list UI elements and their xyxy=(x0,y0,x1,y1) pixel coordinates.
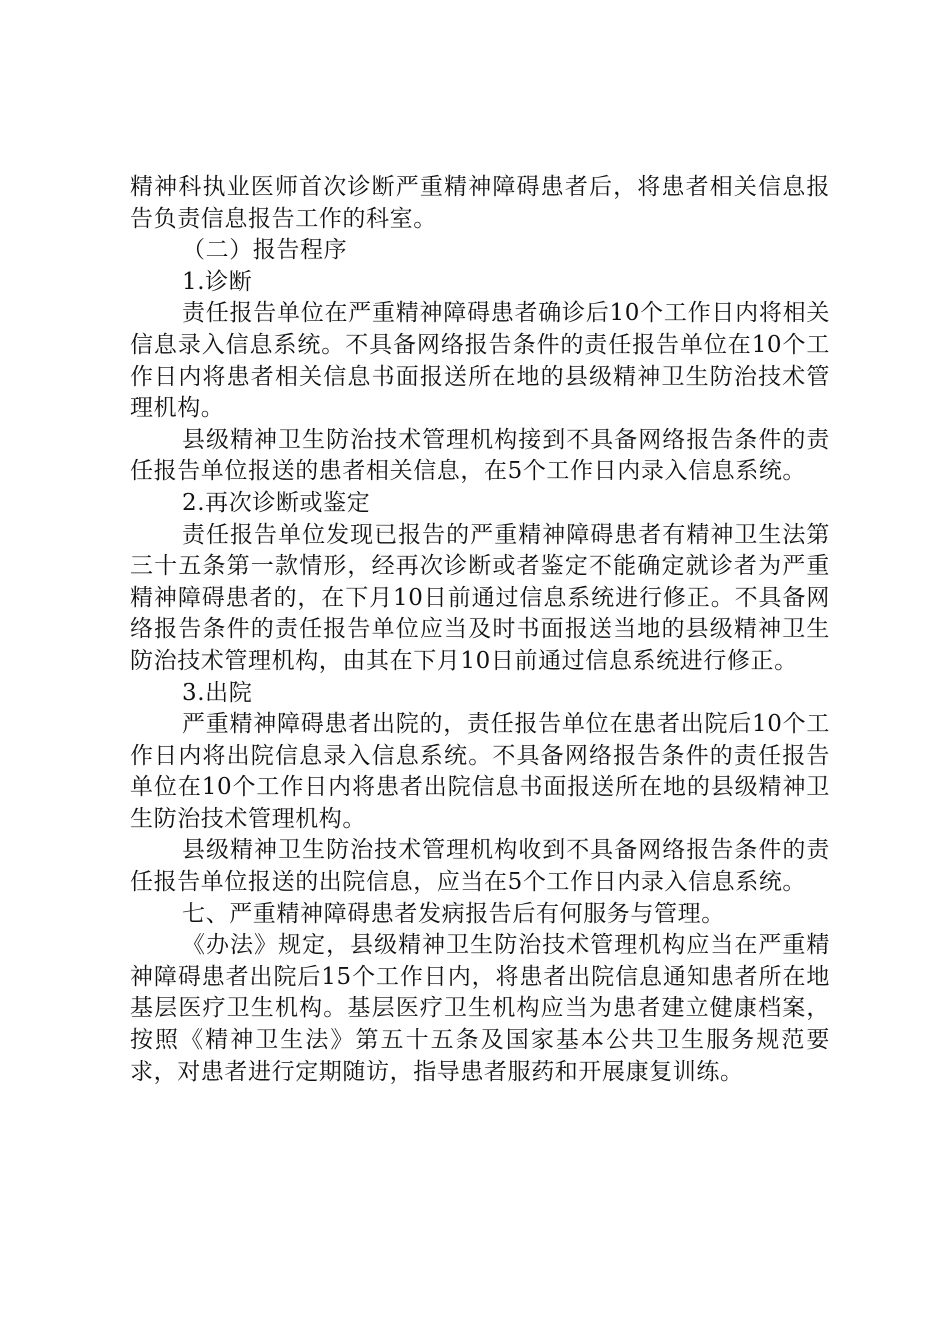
section-heading-reporting-procedure: （二）报告程序 xyxy=(182,237,348,264)
subheading-rediagnosis: 2.再次诊断或鉴定 xyxy=(182,489,371,516)
section-heading-services: 七、严重精神障碍患者发病报告后有何服务与管理。 xyxy=(182,900,725,927)
paragraph-diagnosis-2: 县级精神卫生防治技术管理机构接到不具备网络报告条件的责任报告单位报送的患者相关信息，在5个工作日内录入信息系统。 xyxy=(130,426,830,485)
paragraph-discharge-2: 县级精神卫生防治技术管理机构收到不具备网络报告条件的责任报告单位报送的出院信息，应当在5个工作日内录入信息系统。 xyxy=(130,837,830,896)
subheading-discharge: 3.出院 xyxy=(182,679,253,706)
paragraph-continuation: 精神科执业医师首次诊断严重精神障碍患者后，将患者相关信息报告负责信息报告工作的科室。 xyxy=(130,174,830,232)
paragraph-diagnosis-1: 责任报告单位在严重精神障碍患者确诊后10个工作日内将相关信息录入信息系统。不具备网络报告条件的责任报告单位在10个工作日内将患者相关信息书面报送所在地的县级精神卫生防治技术管理机构。 xyxy=(130,300,830,422)
subheading-diagnosis: 1.诊断 xyxy=(182,268,253,295)
document-page xyxy=(130,172,830,1088)
paragraph-discharge-1: 严重精神障碍患者出院的，责任报告单位在患者出院后10个工作日内将出院信息录入信息系统。不具备网络报告条件的责任报告单位在10个工作日内将患者出院信息书面报送所在地的县级精神卫生防治技术管理机构。 xyxy=(130,711,830,832)
paragraph-rediagnosis: 责任报告单位发现已报告的严重精神障碍患者有精神卫生法第三十五条第一款情形，经再次诊断或者鉴定不能确定就诊者为严重精神障碍患者的，在下月10日前通过信息系统进行修正。不具备网络报告条件的责任报告单位应当及时书面报送当地的县级精神卫生防治技术管理机构，由其在下月10日前通过信息系统进行修正。 xyxy=(130,521,830,674)
paragraph-services: 《办法》规定，县级精神卫生防治技术管理机构应当在严重精神障碍患者出院后15个工作日内，将患者出院信息通知患者所在地基层医疗卫生机构。基层医疗卫生机构应当为患者建立健康档案，按照《精神卫生法》第五十五条及国家基本公共卫生服务规范要求，对患者进行定期随访，指导患者服药和开展康复训练。 xyxy=(130,932,830,1085)
